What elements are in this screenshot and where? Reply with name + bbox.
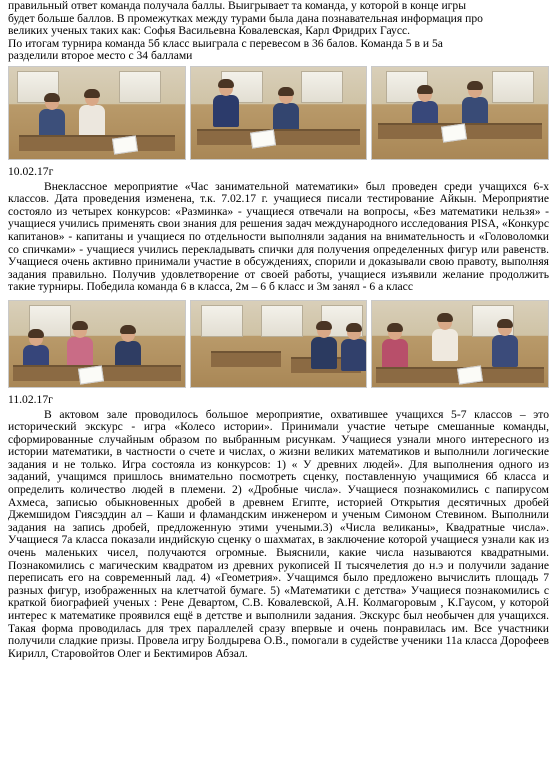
result-line-2: разделили второе место с 34 баллами <box>8 49 193 63</box>
date-heading-2: 11.02.17г <box>8 392 53 406</box>
classroom-photo <box>8 66 186 160</box>
intro-line-2: будет больше баллов. В промежутках между турами была дана познавательная информация про <box>8 11 483 25</box>
classroom-photo <box>8 300 186 388</box>
photo-row-1 <box>8 66 549 160</box>
intro-line-1: правильный ответ команда получала баллы. Выигрывает та команда, у которой в конце игры <box>8 0 467 12</box>
result-line-1: По итогам турнира команда 5б класс выиграла с перевесом в 36 балов. Команда 5 в и 5а <box>8 36 443 50</box>
classroom-photo <box>371 66 549 160</box>
section-2-paragraph: В актовом зале проводилось большое мероприятие, охватившее учащихся 5-7 классов – это исторический экскурс - игра «Колесо истории». Принимали участие четыре смешанные команды, сформированные случайным образом по выбранным рисункам. Учащиеся узнали много интересного из истории математики, в частности о счете и числах, о жизни великих математиков и выполнили логические задания и не только. Игра состояла из конкурсов: 1) « У древних людей». Для выполнения одного из заданий, учащимся пришлось внимательно посмотреть сценку, поставленную учащимися 6б класса и определить количество людей в племени. 2) «Дробные числа». Учащиеся познакомились с папирусом Ахмеса, записью обыкновенных дробей в древнем Египте, историей Открытия десятичных дробей Джемшидом Гиясэддин ал – Каши и фламандским инженером и ученым Симоном Стевином. Выполнили задания на запись дробей, предложенную этими учеными.3) «Числа великаны», Квадратные числа». Учащиеся 7а класса показали индийскую сценку о шахматах, в заключение которой учащиеся узнали как из очень маленьких чисел, получаются огромные. Выяснили, какие числа называются квадратными. Познакомились с магическим квадратом из древних рукописей II тысячелетия до н.э и получили задание переписать его на современный лад. 4) «Геометрия». Учащимся было предложено вычислить площадь 7 разных фигур, изображенных на клетчатой бумаге. 5) «Математики с детства» Учащиеся познакомились с краткой биографией ученых : Рене Девартом, С.В. Ковалевской, А.Н. Колмагоровым , К.Гаусом, у которой интерес к математике проявился ещё в детстве и выполнили задания. Экскурс был необычен для учащихся. Такая форма проводилась для трех параллелей сразу впервые и очень понравилась им. Все участники получили сладкие призы. Провела игру Болдырева О.В., помогали в судействе ученики 11а класса Дорофеев Кирилл, Старовойтов Олег и Бектимиров Абзал. <box>8 407 549 660</box>
classroom-photo <box>371 300 549 388</box>
photo-row-2 <box>8 300 549 388</box>
classroom-photo <box>190 300 368 388</box>
document-page <box>8 0 549 660</box>
intro-line-3: великих ученых таких как: Софья Васильевна Ковалевская, Карл Фридрих Гаусс. <box>8 24 411 38</box>
classroom-photo <box>190 66 368 160</box>
section-1-paragraph: Внеклассное мероприятие «Час занимательной математики» был проведен среди учащихся 6-х классов. Дата проведения изменена, т.к. 7.02.17 г. учащиеся писали тестирование Айкын. Мероприятие состояло из четырех конкурсов: «Разминка» - учащиеся отвечали на вопросы, «Без математики нельзя» - учащиеся учились применять свои знания для решения задач международного исследования PISA, «Конкурс капитанов» - капитаны и учащиеся по отдельности выполняли задания на внимательность и «Головоломки со спичками» - учащиеся учились перекладывать спички для получения определенных фигур или равенств. Учащиеся очень активно принимали участие в обсуждениях, спорили и доказывали свою правоту, выполняя задания правильно. Получив удовлетворение от своей работы, учащиеся изъявили желание продолжить такие турниры. Победила команда 6 в класса, 2м – 6 б класс и 3м занял - 6 а класс <box>8 179 549 294</box>
date-heading-1: 10.02.17г <box>8 164 54 178</box>
